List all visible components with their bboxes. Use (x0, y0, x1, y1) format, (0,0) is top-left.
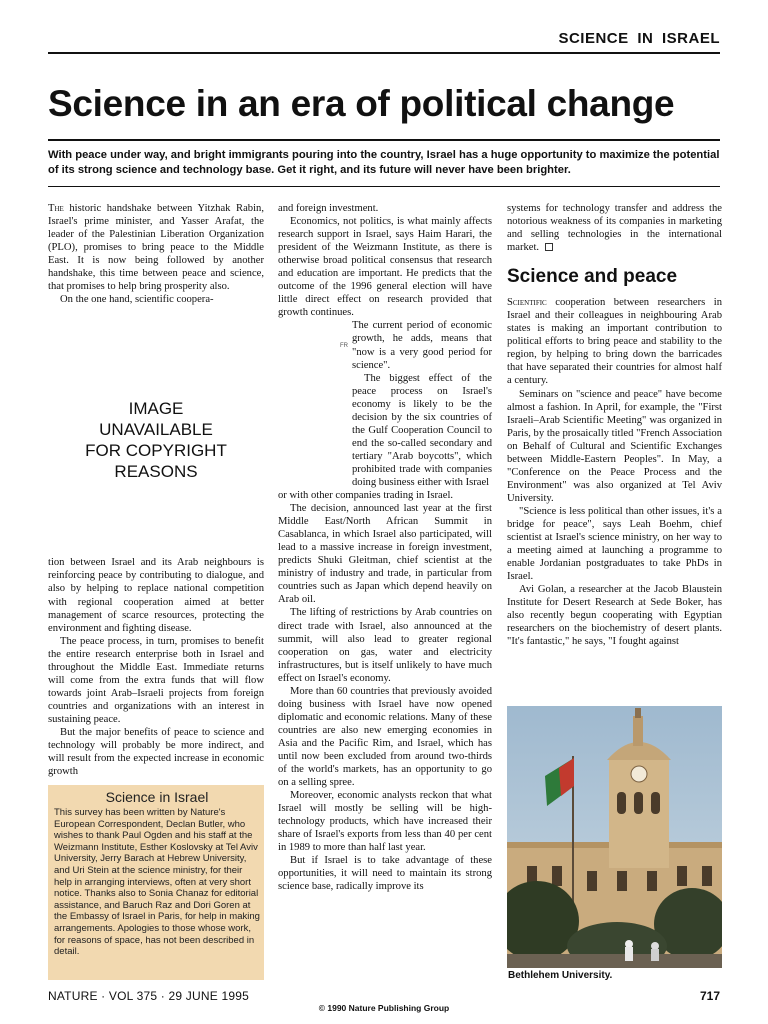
headline: Science in an era of political change (48, 83, 675, 124)
col1-paragraph-2: On the one hand, scientific coopera- (60, 294, 214, 306)
bethlehem-university-photo (507, 706, 722, 968)
credits-sidebar (48, 785, 264, 980)
col3-paragraph-2 (507, 296, 722, 387)
col2-paragraph-4: The biggest effect of the peace process on Israel's economy is likely to be the decision by the six countries of the Gulf Cooperation Council to end the so-called secondary and tertiary "Arab boycotts", which prohibited trade with companies doing business either with Israel (352, 372, 492, 488)
col2-paragraph-6: The lifting of restrictions by Arab countries on direct trade with Israel, also announced at the summit, will also lead to greater regional cooperation on gas, water and electricity infrastructures, but is itself unlikely to have much effect on Israel's economy. (278, 607, 492, 684)
margin-glyph: FR (340, 343, 348, 349)
headline-rule (48, 139, 720, 141)
photo-caption: Bethlehem University. (508, 970, 613, 981)
top-rule (48, 52, 720, 54)
col3-paragraph-3: Seminars on "science and peace" have become almost a fashion. In April, for example, the "First Israeli–Arab Scientific Meeting" was organized in Paris, by the prosaically titled "French Association on Behalf of Cultural and Scientific Exchanges between Middle-Eastern Peoples". In May, a "Conference on the Peace Process and the Environment" was also organized at Tel Aviv University. (507, 388, 722, 504)
column-3 (507, 202, 722, 648)
end-mark-icon (545, 243, 553, 251)
subhead-science-and-peace: Science and peace (507, 266, 678, 288)
standfirst: With peace under way, and bright immigrants pouring into the country, Israel has a huge opportunity to maximize the potential of its strong science and technology base. Get it right, and its future will never have been brighter. (48, 149, 720, 176)
col1-paragraph-4: The peace process, in turn, promises to benefit the entire research enterprise both in Israel and throughout the Middle East. Immediate returns will come from the extra funds that will flow towards joint Arab–Israeli projects from foreign countries and organizations with an interest in sustaining peace. (48, 635, 264, 725)
col3-paragraph-1 (507, 202, 722, 254)
sidebar-title: Science in Israel (105, 789, 209, 805)
inset-text-block (352, 319, 492, 489)
placeholder-line: IMAGE (128, 399, 184, 419)
col2-paragraph-2: Economics, not politics, is what mainly affects research support in Israel, says Haim Harari, the president of the Weizmann Institute, as there is otherwise broad political consensus that research and education are important. He predicts that the outcome of the 1996 general election will have little direct effect on research provided that growth continues. (278, 216, 492, 319)
col2-paragraph-8: Moreover, economic analysts reckon that what Israel will mostly be selling will be high-technology products, which have increased their share of Israel's exports from less than 40 per cent in 1989 to more than half last year. (278, 790, 492, 854)
col3-paragraph-5: Avi Golan, a researcher at the Jacob Blaustein Institute for Desert Research at Sede Boker, has also recently begun cooperating with Egyptian researchers on the biochemistry of desert plants. "It's fantastic," he says, "I fought against (507, 584, 722, 648)
col2-paragraph-7: More than 60 countries that previously avoided doing business with Israel have now opened diplomatic and economic relations. Many of these countries are also new emerging economies in Asia and the Pacific Rim, and Israel, which has until now been excluded from around two-thirds of the world's markets, has an opportunity to go on a selling spree. (278, 685, 492, 789)
placeholder-line: REASONS (114, 462, 198, 482)
placeholder-line: FOR COPYRIGHT (85, 441, 227, 461)
page-number: 717 (699, 989, 720, 1003)
placeholder-line: UNAVAILABLE (99, 420, 213, 440)
section-lead: Scientific (507, 297, 547, 309)
col2-paragraph-5: The decision, announced last year at the first Middle East/North African Summit in Casablanca, in which Israel also participated, will lead to a massive increase in foreign investment, predicts Shuki Gleitman, chief scientist at the ministry of industry and trade, in particular from countries such as Japan which depend heavily on Arab oil. (278, 503, 492, 606)
image-unavailable-placeholder (48, 340, 264, 540)
journal-citation: NATURE · VOL 375 · 29 JUNE 1995 (48, 989, 249, 1003)
drop-lead: The (48, 203, 64, 214)
col3-paragraph-4: "Science is less political than other issues, it's a bridge for peace", says Leah Boehm, chief scientist at Israel's science ministry, on her way to a meeting aimed at launching a programme to enable Jordanian postgraduates to take PhDs in Israel. (507, 505, 722, 583)
section-tag: SCIENCE IN ISRAEL (558, 30, 720, 47)
col1-paragraph-1 (48, 202, 264, 293)
col2-paragraph-9: But if Israel is to take advantage of these opportunities, it will need to maintain its strong science base, radically improve its (278, 855, 492, 893)
col1-p1-text: historic handshake between Yitzhak Rabin, Israel's prime minister, and Yasser Arafat, the leader of the Palestinian Liberation Organization (PLO), promises to bring peace to the Middle East. It is now being followed by another handshake, this time between peace and science, that promises to help bring prosperity also. (48, 203, 264, 293)
col2-paragraph-4-cont: or with other companies trading in Israel. (278, 490, 454, 502)
column-2 (278, 202, 492, 893)
column-1 (48, 202, 264, 778)
col1-paragraph-3: tion between Israel and its Arab neighbours is reinforcing peace by contributing to dialogue, and also by helping to replace national competition with regional cooperation aimed at better management of scarce resources, protecting the environment and fighting disease. (48, 557, 264, 634)
copyright-notice: © 1990 Nature Publishing Group (318, 1003, 450, 1013)
col2-paragraph-1: and foreign investment. (278, 203, 379, 214)
col1-paragraph-5: But the major benefits of peace to science and technology will probably be more indirect, and will result from the expected increase in economic growth (48, 726, 264, 778)
col3-p1-text: systems for technology transfer and address the notorious weakness of its companies in marketing and selling technologies in the international market. (507, 203, 722, 254)
photo-illustration (507, 706, 722, 968)
standfirst-rule (48, 186, 720, 187)
sidebar-body: This survey has been written by Nature's European Correspondent, Declan Butler, who wishes to thank Paul Ogden and his staff at the Weizmann Institute, Esther Koslovsky at Tel Aviv University, Jerry Barach at Hebrew University, and Uri Stein at the science ministry, for their help in arranging interviews, often at very short notice. Thanks also to Sonia Chanaz for editorial assistance, and Baruch Raz and Dori Goren at the Embassy of Israel in Paris, for help in making arrangements. Apologies to those whose work, for reasons of space, has not been described in detail. (54, 807, 260, 958)
col2-paragraph-3: The current period of economic growth, he adds, means that "now is a very good period for science". (352, 320, 492, 371)
col3-p2-text: cooperation between researchers in Israel and their colleagues in neighbouring Arab states is making an important contribution to political efforts to bring peace and stability to the region, by helping to bring down the barricades that have separated their countries for almost half a century. (507, 297, 722, 387)
